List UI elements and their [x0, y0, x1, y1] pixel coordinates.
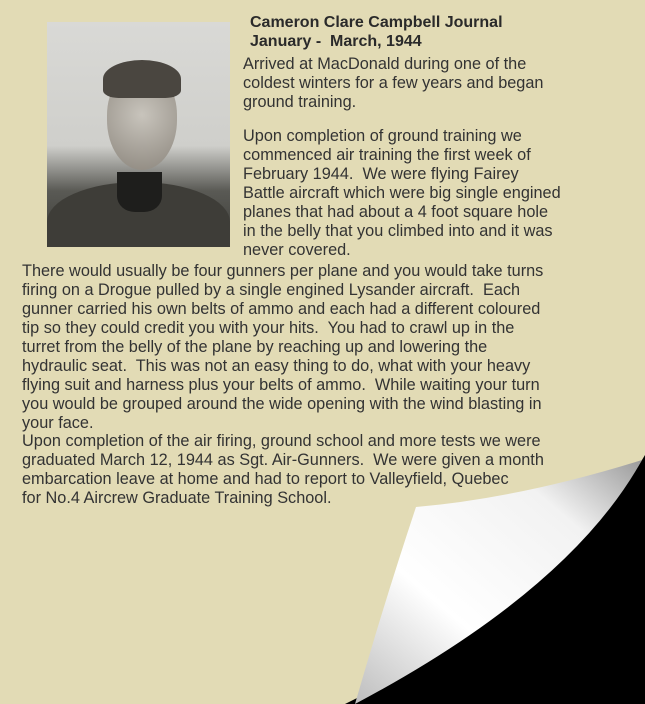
paragraph-graduation: Upon completion of the air firing, ground school and more tests we were graduated March 12, 1944 as Sgt. Air-Gunners. We were given a month embarcation leave at home and had to report to Valleyfield, Quebec for No.4 Aircrew Graduate Training School.: [22, 432, 544, 507]
page-title: Cameron Clare Campbell Journal January - March, 1944: [250, 14, 503, 50]
paragraph-air-training: Upon completion of ground training we commenced air training the first week of February 1944. We were flying Fairey Battle aircraft which were big single engined planes that had about a 4 foot square hole in the belly that you climbed into and it was never covered.: [243, 127, 561, 259]
paragraph-arrival: Arrived at MacDonald during one of the coldest winters for a few years and began ground training.: [243, 55, 544, 111]
paragraph-gunners: There would usually be four gunners per plane and you would take turns firing on a Drogue pulled by a single engined Lysander aircraft. Each gunner carried his own belts of ammo and each had a different coloured tip so they could credit you with your hits. You had to crawl up in the turret from the belly of the plane by reaching up and lowering the hydraulic seat. This was not an easy thing to do, what with your heavy flying suit and harness plus your belts of ammo. While waiting your turn you would be grouped around the wide opening with the wind blasting in your face.: [22, 262, 544, 432]
